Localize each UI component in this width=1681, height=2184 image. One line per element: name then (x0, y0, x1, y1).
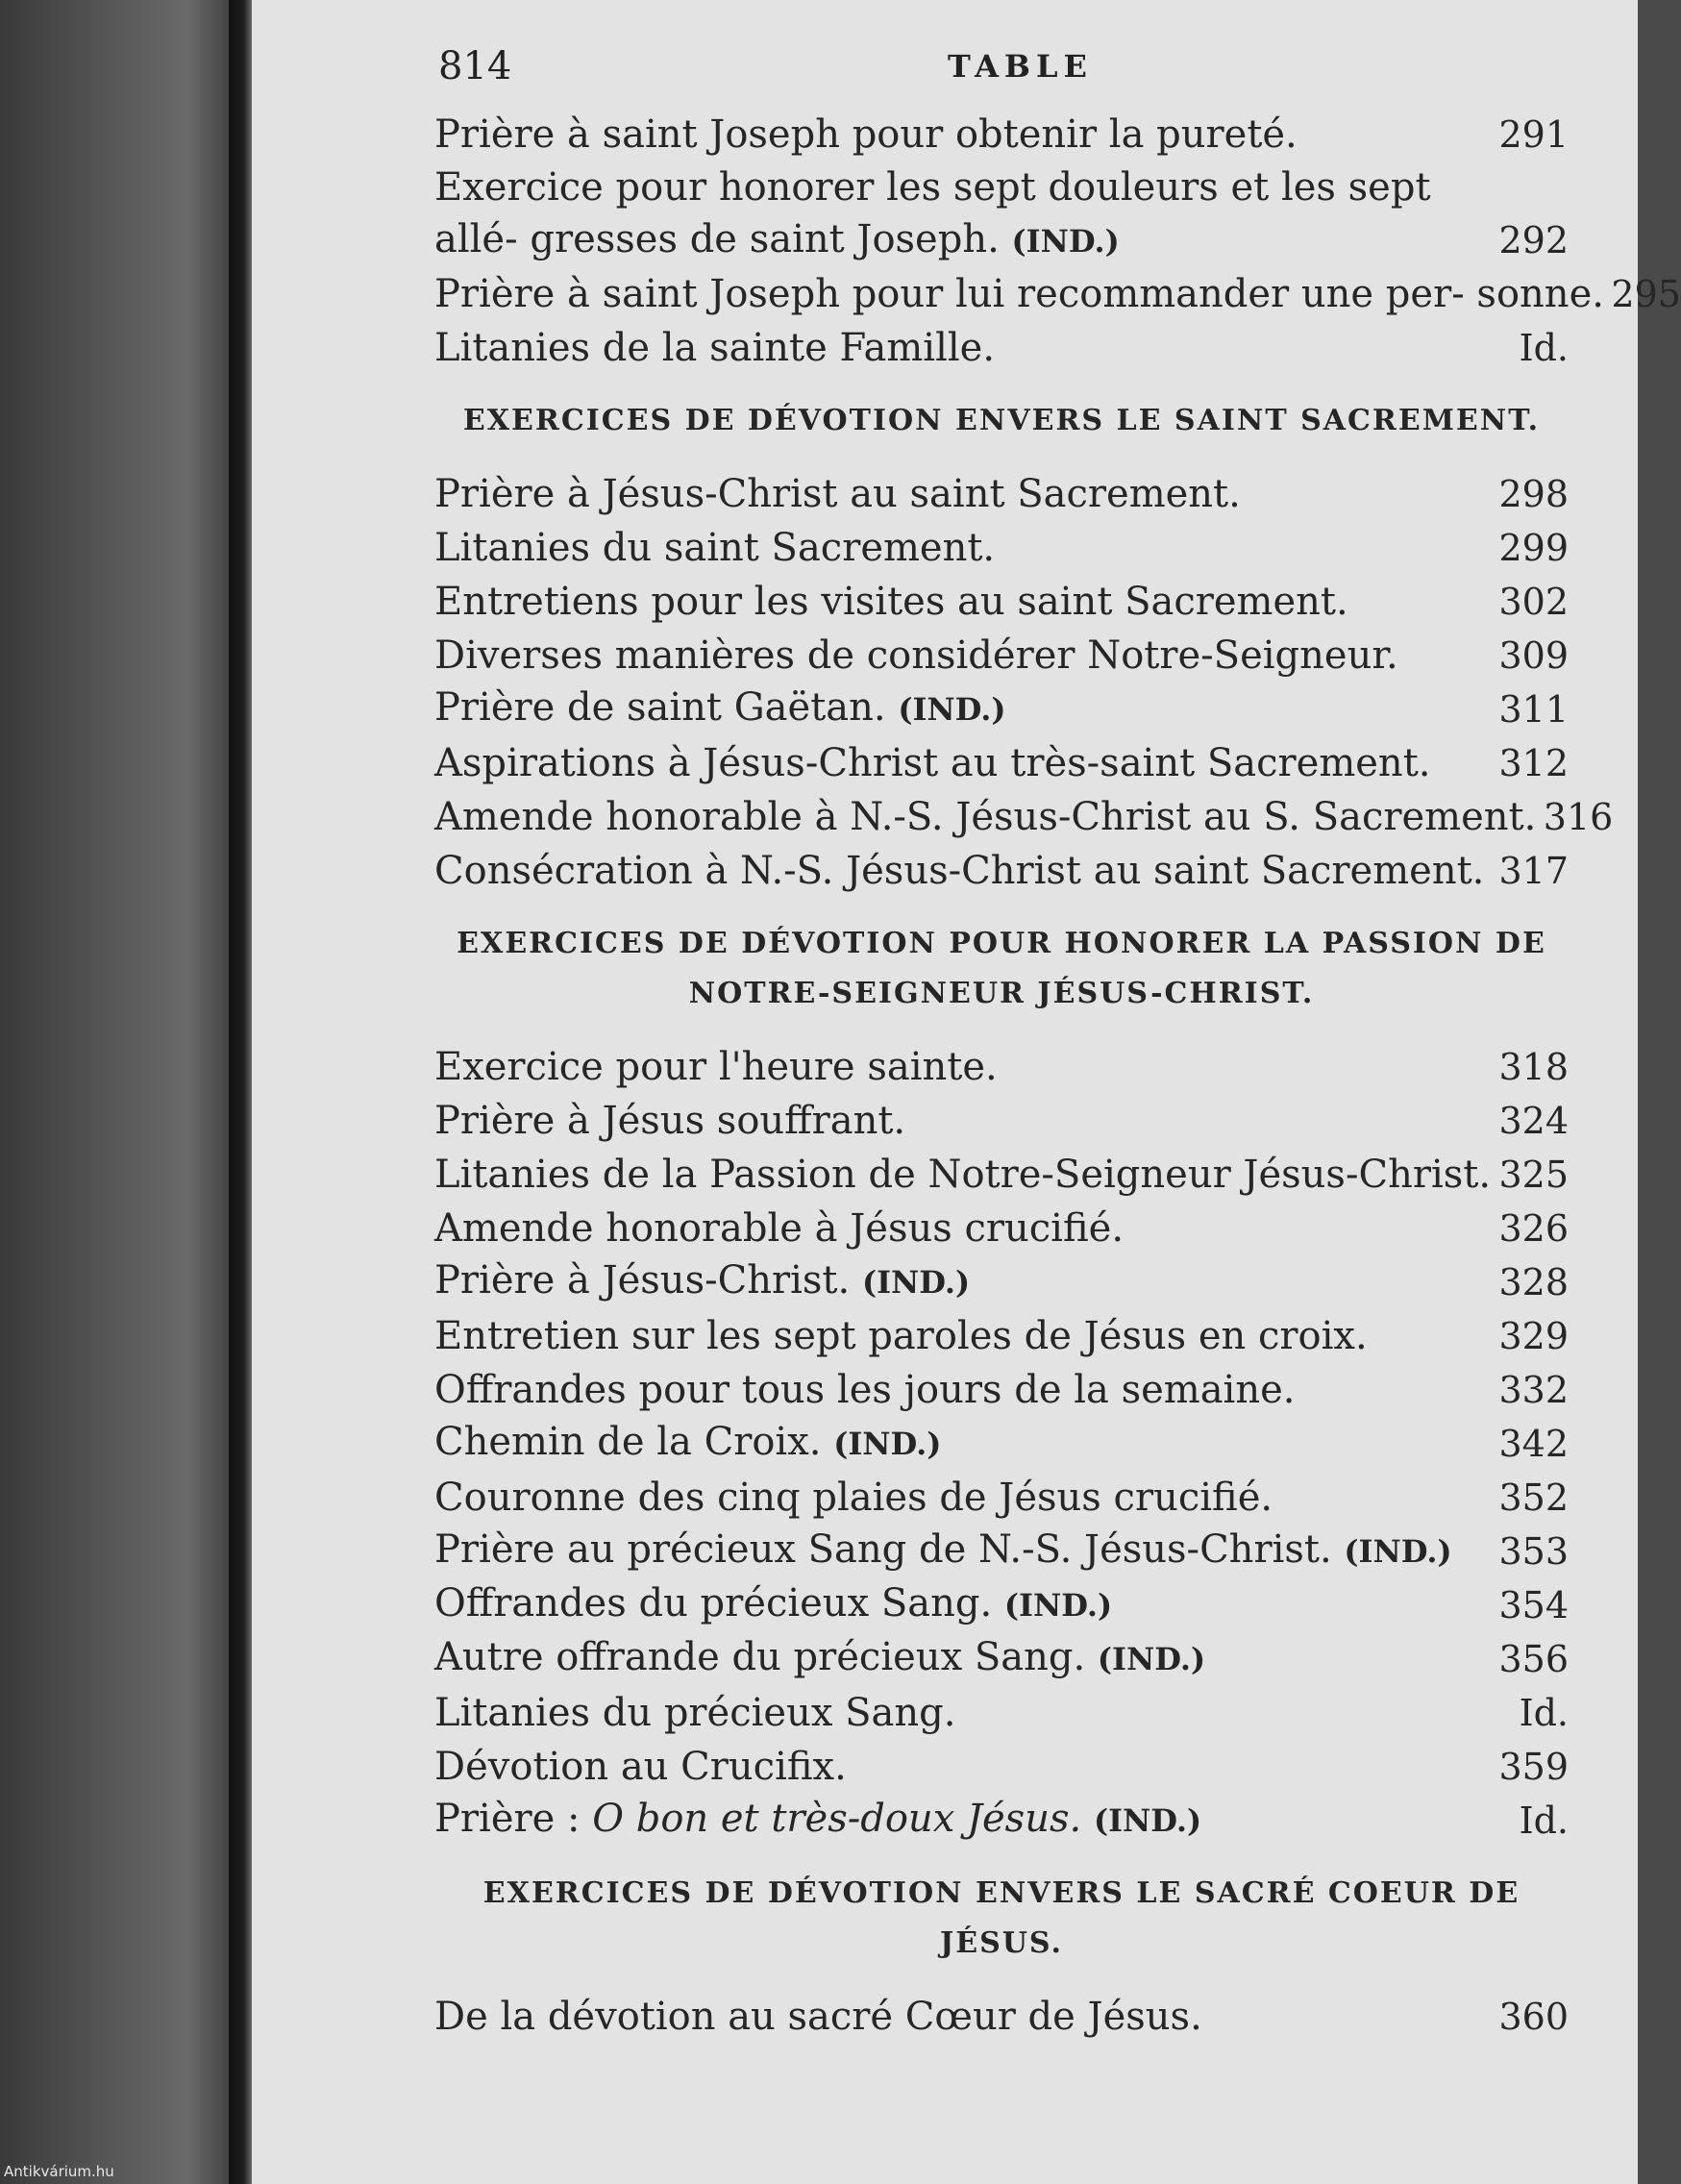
entry-page-number: 291 (1498, 113, 1569, 156)
entry-title (434, 1363, 1296, 1417)
entry-italic-text: O bon et très-doux Jésus. (592, 1797, 1082, 1841)
entry-text: Entretien sur les sept paroles de Jésus en croix. (434, 1314, 1368, 1358)
toc-entry (434, 1255, 1569, 1309)
toc-entry (434, 1471, 1569, 1525)
entry-text: Offrandes pour tous les jours de la semaine. (434, 1368, 1296, 1412)
entry-page-number: 302 (1498, 581, 1569, 623)
entry-title (434, 575, 1348, 629)
entry-page-number: 325 (1498, 1154, 1569, 1196)
entry-text: Prière à saint Joseph pour obtenir la pureté. (434, 112, 1298, 157)
toc-entry (434, 1632, 1569, 1686)
entry-title (434, 161, 1472, 267)
toc-entry (434, 1309, 1569, 1363)
entry-text: Litanies du saint Sacrement. (434, 526, 996, 570)
entry-title (434, 1415, 941, 1471)
entry-title (434, 1202, 1124, 1255)
entry-page-number: 316 (1543, 796, 1614, 838)
entry-page-number: 299 (1498, 527, 1569, 569)
toc-entry (434, 629, 1569, 682)
toc-entry (434, 736, 1569, 790)
entry-text: Amende honorable à Jésus crucifié. (434, 1206, 1125, 1251)
page-header (438, 44, 1572, 102)
entry-page-number: 324 (1498, 1100, 1569, 1142)
section-heading: EXERCICES DE DÉVOTION ENVERS LE SAINT SACREMENT. (462, 404, 1541, 437)
entry-title (434, 681, 1006, 736)
entry-text: Litanies du précieux Sang. (434, 1691, 956, 1735)
entry-title (434, 1990, 1202, 2044)
toc-entry (434, 267, 1681, 321)
entry-page-number: 329 (1498, 1315, 1569, 1357)
entry-text: Consécration à N.-S. Jésus-Christ au saint Sacrement. (434, 849, 1485, 893)
toc-entry (434, 1740, 1569, 1794)
toc-entry (434, 1094, 1569, 1148)
book-gutter (229, 0, 254, 2184)
entry-page-number: 309 (1498, 634, 1569, 677)
entry-title (434, 321, 995, 375)
entry-title (434, 844, 1484, 898)
entry-title (434, 1740, 847, 1794)
entry-title (434, 790, 1536, 844)
entry-title (434, 1630, 1205, 1686)
entry-title (434, 1094, 905, 1148)
entry-page-number: 318 (1498, 1046, 1569, 1088)
entry-title (434, 1792, 1201, 1848)
entry-title (434, 521, 995, 575)
indulgence-mark: (IND.) (1344, 1533, 1452, 1570)
toc-entry (434, 161, 1569, 267)
entry-page-number: 292 (1498, 219, 1569, 261)
table-of-contents (434, 108, 1681, 2044)
toc-entry (434, 682, 1569, 736)
entry-text: Prière à Jésus souffrant. (434, 1099, 906, 1143)
entry-page-number: 352 (1498, 1477, 1569, 1519)
indulgence-mark: (IND.) (1011, 223, 1120, 260)
book-edge (0, 0, 236, 2184)
entry-page-number: 356 (1498, 1638, 1569, 1680)
entry-page-number: 312 (1498, 742, 1569, 784)
toc-entry (434, 1794, 1569, 1848)
entry-title (434, 1686, 955, 1740)
entry-title (434, 1576, 1112, 1632)
watermark: Antikvárium.hu (4, 2163, 114, 2180)
entry-text: Prière de saint Gaëtan. (434, 685, 886, 730)
entry-title (434, 1523, 1452, 1578)
toc-entry (434, 521, 1569, 575)
entry-page-number: Id. (1519, 1692, 1569, 1734)
entry-page-number: 328 (1498, 1261, 1569, 1303)
entry-page-number: 295 (1611, 273, 1681, 315)
entry-text: Autre offrande du précieux Sang. (434, 1635, 1086, 1679)
toc-entry (434, 575, 1569, 629)
entry-text: Chemin de la Croix. (434, 1420, 822, 1464)
entry-page-number: 342 (1498, 1423, 1569, 1465)
toc-entry (434, 790, 1614, 844)
entry-page-number: 353 (1498, 1530, 1569, 1573)
toc-entry (434, 1363, 1569, 1417)
entry-text: Offrandes du précieux Sang. (434, 1581, 993, 1626)
entry-title (434, 467, 1241, 521)
entry-page-number: 298 (1498, 473, 1569, 515)
entry-page-number: 359 (1498, 1746, 1569, 1788)
toc-entry (434, 1686, 1569, 1740)
entry-text: Exercice pour honorer les sept douleurs et les sept allé- gresses de saint Joseph. (434, 165, 1431, 261)
entry-text: Litanies de la Passion de Notre-Seigneur Jésus-Christ. (434, 1153, 1492, 1197)
entry-title (434, 108, 1298, 161)
page-number: 814 (438, 44, 512, 88)
toc-entry (434, 1417, 1569, 1471)
entry-page-number: Id. (1519, 327, 1569, 369)
indulgence-mark: (IND.) (1093, 1802, 1202, 1839)
entry-title (434, 1309, 1368, 1363)
entry-text: Aspirations à Jésus-Christ au très-saint Sacrement. (434, 741, 1431, 785)
entry-text: Prière à Jésus-Christ. (434, 1258, 851, 1303)
toc-entry (434, 1202, 1569, 1255)
entry-text: Couronne des cinq plaies de Jésus crucifié. (434, 1476, 1273, 1520)
entry-page-number: 326 (1498, 1207, 1569, 1250)
section-heading: EXERCICES DE DÉVOTION ENVERS LE SACRÉ COEUR DE JÉSUS. (482, 1876, 1520, 1960)
toc-entry (434, 844, 1569, 898)
section-heading: EXERCICES DE DÉVOTION POUR HONORER LA PASSION DE NOTRE-SEIGNEUR JÉSUS-CHRIST. (457, 927, 1546, 1010)
entry-text: Prière : (434, 1797, 581, 1841)
entry-page-number: 354 (1498, 1584, 1569, 1626)
entry-title (434, 629, 1398, 682)
entry-title (434, 267, 1604, 321)
indulgence-mark: (IND.) (1003, 1587, 1113, 1624)
entry-text: Diverses manières de considérer Notre-Seigneur. (434, 633, 1398, 678)
entry-title (434, 1471, 1273, 1525)
entry-text: De la dévotion au sacré Cœur de Jésus. (434, 1995, 1202, 2039)
page-title: TABLE (948, 48, 1093, 85)
entry-text: Exercice pour l'heure sainte. (434, 1045, 998, 1089)
entry-page-number: 317 (1498, 850, 1569, 892)
entry-title (434, 1040, 998, 1094)
entry-page-number: 332 (1498, 1369, 1569, 1411)
entry-title (434, 736, 1430, 790)
toc-entry (434, 1148, 1569, 1202)
entry-text: Litanies de la sainte Famille. (434, 326, 996, 370)
entry-text: Prière à Jésus-Christ au saint Sacrement. (434, 472, 1241, 516)
indulgence-mark: (IND.) (898, 691, 1006, 728)
entry-text: Amende honorable à N.-S. Jésus-Christ au S. Sacrement. (434, 795, 1537, 839)
toc-entry (434, 108, 1569, 161)
entry-page-number: Id. (1519, 1799, 1569, 1842)
indulgence-mark: (IND.) (1097, 1641, 1206, 1677)
toc-entry (434, 1040, 1569, 1094)
toc-entry (434, 1990, 1569, 2044)
entry-text: Entretiens pour les visites au saint Sacrement. (434, 580, 1348, 624)
entry-page-number: 311 (1498, 688, 1569, 731)
entry-text: Prière au précieux Sang de N.-S. Jésus-Christ. (434, 1527, 1332, 1572)
toc-entry (434, 321, 1569, 375)
entry-text: Dévotion au Crucifix. (434, 1745, 847, 1789)
indulgence-mark: (IND.) (861, 1264, 971, 1301)
entry-title (434, 1148, 1491, 1202)
entry-text: Prière à saint Joseph pour lui recommander une per- sonne. (434, 272, 1604, 316)
toc-entry (434, 467, 1569, 521)
entry-page-number: 360 (1498, 1996, 1569, 2038)
entry-title (434, 1253, 970, 1309)
toc-entry (434, 1525, 1569, 1578)
toc-entry (434, 1578, 1569, 1632)
indulgence-mark: (IND.) (833, 1426, 942, 1462)
